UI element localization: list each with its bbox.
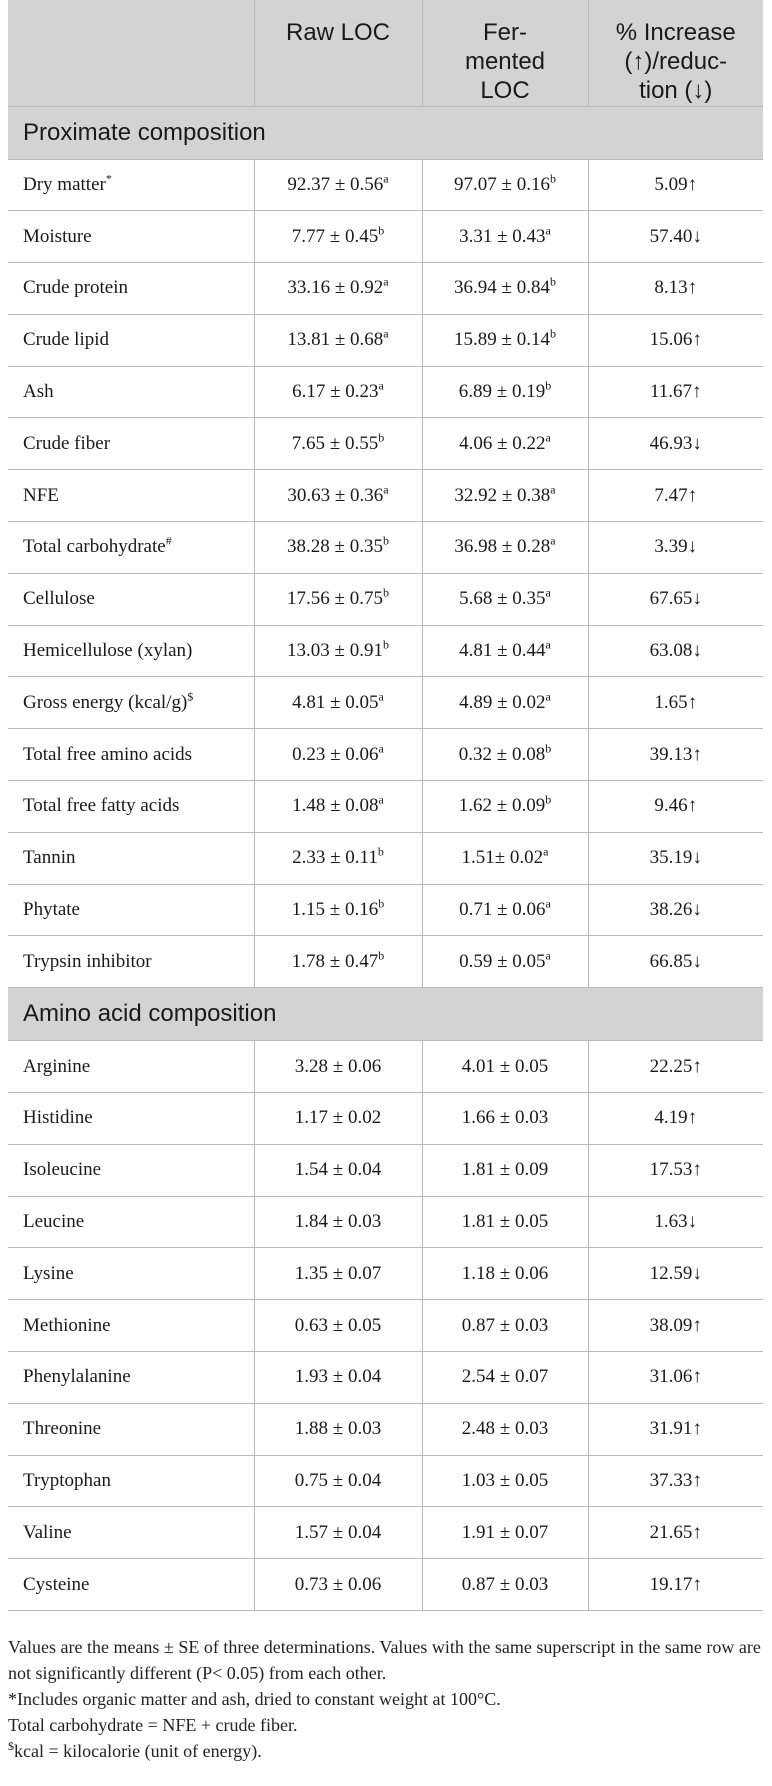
percent-change-value: 9.46↑ [588, 781, 763, 833]
fermented-loc-value-superscript: a [545, 223, 551, 238]
row-label-superscript: * [105, 171, 112, 186]
raw-loc-value-text: 33.16 ± 0.92 [287, 277, 384, 299]
header-fermented-line1: Fer- [483, 19, 527, 46]
raw-loc-value [254, 625, 422, 677]
fermented-loc-value [422, 832, 588, 884]
raw-loc-value [254, 1455, 422, 1507]
row-label-text: Tryptophan [23, 1470, 111, 1492]
fermented-loc-value [422, 1507, 588, 1559]
percent-change-value: 31.06↑ [588, 1352, 763, 1404]
percent-change-value: 63.08↓ [588, 625, 763, 677]
row-label [8, 1559, 254, 1611]
row-label [8, 1093, 254, 1145]
raw-loc-value [254, 936, 422, 988]
fermented-loc-value-text: 4.89 ± 0.02 [459, 691, 546, 713]
raw-loc-value-text: 1.35 ± 0.07 [294, 1262, 382, 1284]
raw-loc-value [254, 522, 422, 574]
row-label-text: Total carbohydrate [23, 536, 166, 558]
percent-change-value: 22.25↑ [588, 1041, 763, 1093]
raw-loc-value [254, 470, 422, 522]
raw-loc-value [254, 418, 422, 470]
row-label [8, 1041, 254, 1093]
percent-change-value: 31.91↑ [588, 1403, 763, 1455]
footnote-kcal-sup: $ [8, 1739, 14, 1753]
raw-loc-value-text: 0.75 ± 0.04 [294, 1470, 382, 1492]
raw-loc-value [254, 366, 422, 418]
table-row [8, 366, 763, 418]
header-blank [8, 0, 254, 106]
fermented-loc-value [422, 729, 588, 781]
table-row [8, 1559, 763, 1611]
raw-loc-value-superscript: a [378, 689, 384, 704]
raw-loc-value-superscript: a [383, 275, 389, 290]
percent-change-value: 4.19↑ [588, 1093, 763, 1145]
row-label-text: Crude lipid [23, 329, 110, 351]
row-label [8, 625, 254, 677]
fermented-loc-value-text: 3.31 ± 0.43 [459, 225, 546, 247]
composition-table [8, 0, 763, 1611]
row-label-superscript: $ [187, 689, 194, 704]
fermented-loc-value [422, 625, 588, 677]
fermented-loc-value [422, 418, 588, 470]
fermented-loc-value [422, 211, 588, 263]
table-row [8, 470, 763, 522]
fermented-loc-value-text: 4.81 ± 0.44 [459, 640, 546, 662]
raw-loc-value-superscript: a [383, 482, 389, 497]
raw-loc-value [254, 729, 422, 781]
table-row [8, 1507, 763, 1559]
row-label-text: Total free amino acids [23, 743, 193, 765]
raw-loc-value [254, 1352, 422, 1404]
percent-change-value: 17.53↑ [588, 1144, 763, 1196]
fermented-loc-value-superscript: a [543, 844, 549, 859]
row-label [8, 1248, 254, 1300]
raw-loc-value-text: 6.17 ± 0.23 [292, 381, 379, 403]
fermented-loc-value [422, 1559, 588, 1611]
row-label [8, 832, 254, 884]
percent-change-value: 3.39↓ [588, 522, 763, 574]
percent-change-value: 39.13↑ [588, 729, 763, 781]
fermented-loc-value-text: 0.59 ± 0.05 [459, 950, 546, 972]
percent-change-value: 67.65↓ [588, 573, 763, 625]
fermented-loc-value [422, 781, 588, 833]
row-label [8, 366, 254, 418]
row-label-text: Hemicellulose (xylan) [23, 640, 193, 662]
raw-loc-value [254, 884, 422, 936]
fermented-loc-value [422, 522, 588, 574]
fermented-loc-value [422, 1093, 588, 1145]
row-label-text: Cysteine [23, 1573, 90, 1595]
table-row [8, 1300, 763, 1352]
percent-change-value: 35.19↓ [588, 832, 763, 884]
raw-loc-value-text: 13.81 ± 0.68 [287, 329, 384, 351]
fermented-loc-value [422, 1300, 588, 1352]
fermented-loc-value-text: 0.32 ± 0.08 [458, 743, 546, 765]
row-label-text: Trypsin inhibitor [23, 950, 152, 972]
row-label-superscript: # [165, 534, 172, 549]
row-label-text: Phenylalanine [23, 1366, 131, 1388]
raw-loc-value-text: 7.77 ± 0.45 [291, 225, 379, 247]
raw-loc-value-text: 92.37 ± 0.56 [287, 173, 384, 195]
header-percent-change [588, 0, 763, 106]
raw-loc-value-superscript: b [378, 430, 385, 445]
row-label-text: Lysine [23, 1262, 74, 1284]
raw-loc-value [254, 832, 422, 884]
header-pct-line3: tion (↓) [639, 77, 713, 104]
row-label [8, 470, 254, 522]
row-label [8, 781, 254, 833]
raw-loc-value [254, 1403, 422, 1455]
raw-loc-value [254, 781, 422, 833]
raw-loc-value-text: 4.81 ± 0.05 [292, 691, 379, 713]
header-pct-line2: (↑)/reduc- [624, 48, 728, 75]
raw-loc-value [254, 1041, 422, 1093]
fermented-loc-value [422, 159, 588, 211]
fermented-loc-value-text: 5.68 ± 0.35 [459, 588, 546, 610]
fermented-loc-value [422, 1352, 588, 1404]
percent-change-value: 37.33↑ [588, 1455, 763, 1507]
row-label-text: Valine [23, 1521, 72, 1543]
raw-loc-value-text: 17.56 ± 0.75 [287, 588, 383, 610]
fermented-loc-value-superscript: a [545, 637, 551, 652]
fermented-loc-value [422, 677, 588, 729]
table-row [8, 418, 763, 470]
row-label-text: Arginine [23, 1055, 91, 1077]
table-row [8, 1041, 763, 1093]
row-label-text: Gross energy (kcal/g) [23, 691, 188, 713]
section-header-row [8, 988, 763, 1041]
fermented-loc-value-text: 32.92 ± 0.38 [454, 484, 551, 506]
raw-loc-value-text: 30.63 ± 0.36 [287, 484, 384, 506]
row-label-text: Crude protein [23, 277, 129, 299]
fermented-loc-value-superscript: a [545, 896, 551, 911]
raw-loc-value [254, 1300, 422, 1352]
table-row [8, 522, 763, 574]
percent-change-value: 11.67↑ [588, 366, 763, 418]
raw-loc-value-text: 1.17 ± 0.02 [294, 1107, 382, 1129]
percent-change-value: 46.93↓ [588, 418, 763, 470]
raw-loc-value [254, 211, 422, 263]
table-row [8, 832, 763, 884]
table-header-row [8, 0, 763, 106]
fermented-loc-value-text: 4.01 ± 0.05 [461, 1055, 549, 1077]
raw-loc-value [254, 573, 422, 625]
table-row [8, 314, 763, 366]
raw-loc-value-text: 0.73 ± 0.06 [294, 1573, 382, 1595]
header-fermented-line2: mented [464, 48, 546, 75]
table-row [8, 729, 763, 781]
table-footnotes [8, 1634, 768, 1764]
row-label-text: Methionine [23, 1314, 111, 1336]
raw-loc-value-superscript: b [382, 585, 389, 600]
raw-loc-value [254, 677, 422, 729]
fermented-loc-value-superscript: a [545, 948, 551, 963]
row-label [8, 314, 254, 366]
percent-change-value: 57.40↓ [588, 211, 763, 263]
percent-change-value: 66.85↓ [588, 936, 763, 988]
row-label [8, 729, 254, 781]
row-label [8, 159, 254, 211]
footnote-kcal [8, 1738, 768, 1764]
row-label [8, 884, 254, 936]
fermented-loc-value-text: 1.81 ± 0.09 [461, 1159, 549, 1181]
row-label [8, 573, 254, 625]
fermented-loc-value [422, 366, 588, 418]
raw-loc-value [254, 159, 422, 211]
fermented-loc-value-text: 6.89 ± 0.19 [458, 381, 546, 403]
header-pct-line1: % Increase [615, 19, 736, 46]
fermented-loc-value-superscript: b [545, 793, 552, 808]
footnote-means: Values are the means ± SE of three determinations. Values with the same superscript in the same row are not significantly different (P< 0.05) from each other. [8, 1637, 761, 1683]
percent-change-value: 1.65↑ [588, 677, 763, 729]
row-label-text: Phytate [23, 899, 80, 921]
raw-loc-value [254, 1559, 422, 1611]
fermented-loc-value-text: 0.71 ± 0.06 [459, 899, 546, 921]
table-row [8, 263, 763, 315]
fermented-loc-value-text: 15.89 ± 0.14 [454, 329, 550, 351]
fermented-loc-value-superscript: a [550, 482, 556, 497]
fermented-loc-value-text: 1.81 ± 0.05 [461, 1211, 549, 1233]
percent-change-value: 21.65↑ [588, 1507, 763, 1559]
row-label-text: Crude fiber [23, 432, 111, 454]
row-label-text: Isoleucine [23, 1159, 102, 1181]
raw-loc-value-superscript: a [383, 171, 389, 186]
fermented-loc-value-text: 1.91 ± 0.07 [461, 1521, 549, 1543]
raw-loc-value-superscript: a [378, 793, 384, 808]
raw-loc-value-text: 1.88 ± 0.03 [294, 1418, 382, 1440]
footnote-kcal-text: kcal = kilocalorie (unit of energy). [14, 1741, 262, 1761]
percent-change-value: 5.09↑ [588, 159, 763, 211]
fermented-loc-value-text: 0.87 ± 0.03 [461, 1314, 549, 1336]
fermented-loc-value-text: 2.48 ± 0.03 [461, 1418, 549, 1440]
fermented-loc-value-superscript: b [545, 741, 552, 756]
table-row [8, 573, 763, 625]
fermented-loc-value-superscript: a [550, 534, 556, 549]
row-label [8, 211, 254, 263]
header-raw-loc-label: Raw LOC [285, 19, 391, 46]
row-label [8, 418, 254, 470]
fermented-loc-value-text: 2.54 ± 0.07 [461, 1366, 549, 1388]
percent-change-value: 15.06↑ [588, 314, 763, 366]
raw-loc-value-superscript: b [382, 637, 389, 652]
percent-change-value: 38.09↑ [588, 1300, 763, 1352]
raw-loc-value [254, 314, 422, 366]
fermented-loc-value-superscript: a [545, 585, 551, 600]
raw-loc-value [254, 1196, 422, 1248]
raw-loc-value-superscript: b [378, 223, 385, 238]
raw-loc-value-superscript: b [378, 896, 385, 911]
row-label-text: Histidine [23, 1107, 93, 1129]
raw-loc-value-text: 1.57 ± 0.04 [294, 1521, 382, 1543]
row-label [8, 1300, 254, 1352]
table-row [8, 1144, 763, 1196]
raw-loc-value-text: 13.03 ± 0.91 [287, 640, 383, 662]
fermented-loc-value-superscript: b [549, 171, 556, 186]
table-row [8, 1455, 763, 1507]
fermented-loc-value [422, 936, 588, 988]
fermented-loc-value [422, 314, 588, 366]
raw-loc-value-superscript: a [383, 326, 389, 341]
raw-loc-value-text: 0.23 ± 0.06 [292, 743, 379, 765]
fermented-loc-value [422, 884, 588, 936]
fermented-loc-value [422, 1403, 588, 1455]
table-row [8, 625, 763, 677]
fermented-loc-value-superscript: b [549, 275, 556, 290]
fermented-loc-value-superscript: a [545, 430, 551, 445]
header-fermented-loc [422, 0, 588, 106]
fermented-loc-value-text: 0.87 ± 0.03 [461, 1573, 549, 1595]
row-label-text: Leucine [23, 1211, 85, 1233]
header-raw-loc [254, 0, 422, 106]
row-label-text: Threonine [23, 1418, 102, 1440]
percent-change-value: 38.26↓ [588, 884, 763, 936]
raw-loc-value-text: 1.93 ± 0.04 [294, 1366, 382, 1388]
row-label [8, 936, 254, 988]
fermented-loc-value-text: 1.03 ± 0.05 [461, 1470, 549, 1492]
fermented-loc-value [422, 1248, 588, 1300]
percent-change-value: 19.17↑ [588, 1559, 763, 1611]
raw-loc-value [254, 1144, 422, 1196]
table-row [8, 211, 763, 263]
table-row [8, 677, 763, 729]
raw-loc-value-text: 0.63 ± 0.05 [294, 1314, 382, 1336]
row-label-text: NFE [23, 484, 59, 506]
table-row [8, 1093, 763, 1145]
fermented-loc-value [422, 1041, 588, 1093]
row-label [8, 1352, 254, 1404]
row-label [8, 1403, 254, 1455]
fermented-loc-value [422, 470, 588, 522]
fermented-loc-value-text: 1.62 ± 0.09 [458, 795, 546, 817]
percent-change-value: 7.47↑ [588, 470, 763, 522]
row-label [8, 1507, 254, 1559]
raw-loc-value-text: 1.54 ± 0.04 [294, 1159, 382, 1181]
raw-loc-value-text: 1.48 ± 0.08 [292, 795, 379, 817]
table-row [8, 884, 763, 936]
fermented-loc-value-text: 1.18 ± 0.06 [461, 1262, 549, 1284]
fermented-loc-value-text: 1.51± 0.02 [461, 847, 544, 869]
row-label [8, 1144, 254, 1196]
table-row [8, 1196, 763, 1248]
row-label-text: Total free fatty acids [23, 795, 180, 817]
fermented-loc-value-superscript: a [545, 689, 551, 704]
raw-loc-value-text: 7.65 ± 0.55 [291, 432, 379, 454]
row-label-text: Cellulose [23, 588, 95, 610]
raw-loc-value-text: 2.33 ± 0.11 [292, 847, 378, 869]
table-row [8, 781, 763, 833]
row-label [8, 522, 254, 574]
raw-loc-value [254, 263, 422, 315]
table-row [8, 936, 763, 988]
fermented-loc-value-text: 4.06 ± 0.22 [459, 432, 546, 454]
table-body [8, 106, 763, 1611]
fermented-loc-value-superscript: b [545, 378, 552, 393]
raw-loc-value-text: 3.28 ± 0.06 [294, 1055, 382, 1077]
row-label-text: Tannin [23, 847, 76, 869]
footnote-total-carbohydrate: Total carbohydrate = NFE + crude fiber. [8, 1715, 298, 1735]
row-label [8, 263, 254, 315]
header-fermented-line3: LOC [480, 77, 530, 104]
fermented-loc-value-text: 36.98 ± 0.28 [454, 536, 551, 558]
section-title: Amino acid composition [8, 988, 763, 1041]
row-label [8, 677, 254, 729]
section-title: Proximate composition [8, 106, 763, 159]
fermented-loc-value-text: 36.94 ± 0.84 [454, 277, 550, 299]
fermented-loc-value-text: 1.66 ± 0.03 [461, 1107, 549, 1129]
fermented-loc-value [422, 1144, 588, 1196]
raw-loc-value-superscript: b [382, 534, 389, 549]
table-row [8, 1403, 763, 1455]
raw-loc-value-superscript: a [378, 741, 384, 756]
fermented-loc-value-superscript: b [549, 326, 556, 341]
raw-loc-value-text: 1.84 ± 0.03 [294, 1211, 382, 1233]
fermented-loc-value [422, 263, 588, 315]
raw-loc-value-text: 38.28 ± 0.35 [287, 536, 383, 558]
table-row [8, 159, 763, 211]
raw-loc-value-superscript: b [377, 844, 384, 859]
raw-loc-value-text: 1.78 ± 0.47 [291, 950, 379, 972]
raw-loc-value [254, 1093, 422, 1145]
raw-loc-value-text: 1.15 ± 0.16 [291, 899, 379, 921]
raw-loc-value [254, 1507, 422, 1559]
row-label-text: Ash [23, 381, 54, 403]
fermented-loc-value [422, 1196, 588, 1248]
row-label-text: Moisture [23, 225, 92, 247]
raw-loc-value [254, 1248, 422, 1300]
fermented-loc-value [422, 1455, 588, 1507]
percent-change-value: 8.13↑ [588, 263, 763, 315]
raw-loc-value-superscript: a [378, 378, 384, 393]
percent-change-value: 1.63↓ [588, 1196, 763, 1248]
section-header-row [8, 106, 763, 159]
fermented-loc-value-text: 97.07 ± 0.16 [454, 173, 550, 195]
row-label [8, 1455, 254, 1507]
footnote-dry-matter: *Includes organic matter and ash, dried to constant weight at 100°C. [8, 1689, 501, 1709]
table-row [8, 1248, 763, 1300]
row-label-text: Dry matter [23, 173, 106, 195]
percent-change-value: 12.59↓ [588, 1248, 763, 1300]
raw-loc-value-superscript: b [378, 948, 385, 963]
fermented-loc-value [422, 573, 588, 625]
composition-table-container [8, 0, 763, 1611]
table-row [8, 1352, 763, 1404]
row-label [8, 1196, 254, 1248]
